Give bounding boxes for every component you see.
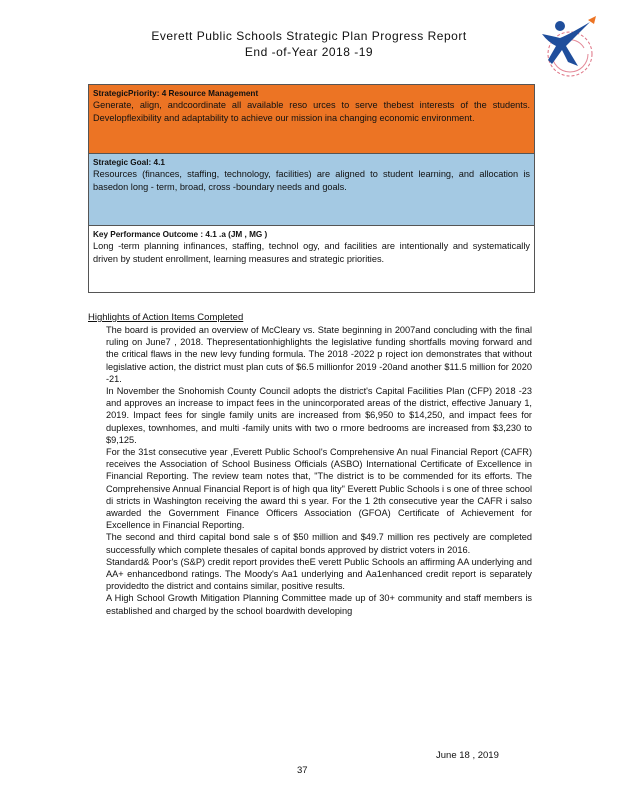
report-header <box>0 28 618 60</box>
strategic-plan-boxes <box>88 84 535 293</box>
strategic-goal-box <box>89 153 534 225</box>
strategic-priority-label: StrategicPriority: 4 Resource Management <box>93 89 259 98</box>
report-title: Everett Public Schools Strategic Plan Progress Report <box>151 29 467 43</box>
performance-outcome-text: Long -term planning infinances, staffing, technol ogy, and facilities are intentionally and systematically driven by student enrollment, learning measures and strategic priorities. <box>93 241 530 264</box>
highlights-heading: Highlights of Action Items Completed <box>88 312 244 323</box>
list-item: Standard& Poor's (S&P) credit report provides theE verett Public Schools an affirming AA underlying and AA+ enhancedbond ratings. The Moody's Aa1 underlying and Aa1enhanced credit report is separately providedto the district and contains similar, positive results. <box>106 556 532 592</box>
performance-outcome-box <box>89 225 534 292</box>
district-figure-logo-icon <box>538 14 602 80</box>
list-item: A High School Growth Mitigation Planning Committee made up of 30+ community and staff members is established and charged by the school boardwith developing <box>106 593 532 616</box>
strategic-goal-text: Resources (finances, staffing, technology, facilities) are aligned to student learning, and allocation is basedon long - term, broad, cross -boundary needs and goals. <box>93 169 530 192</box>
highlights-list <box>88 324 532 617</box>
performance-outcome-label: Key Performance Outcome : 4.1 .a (JM , MG ) <box>93 230 268 239</box>
list-item: The board is provided an overview of McCleary vs. State beginning in 2007and concluding with the final ruling on June7 , 2018. Thepresentationhighlights the legislative funding shortfalls moving forward and the critical flaws in the new levy funding formula. The 2018 -2022 p roject ion demonstrates that without legislative action, the district must plan cuts of $6.5 millionfor 2019 -20and another $11.5 million for 2020 -21. <box>106 325 532 384</box>
strategic-priority-text: Generate, align, andcoordinate all available reso urces to serve thebest interests of the students. Developflexibility and adaptability to achieve our mission ina changing economic environment. <box>93 100 530 123</box>
list-item: The second and third capital bond sale s of $50 million and $49.7 million res pectively are completed successfully which complete thesales of capital bonds approved by district voters in 2016. <box>106 532 532 555</box>
strategic-goal-label: Strategic Goal: 4.1 <box>93 158 165 167</box>
report-date: June 18 , 2019 <box>436 750 499 761</box>
list-item: For the 31st consecutive year ,Everett Public School's Comprehensive An nual Financial Report (CAFR) receives the Association of School Business Officials (ASBO) International Certificate of Excellence in Financial Reporting. The review team notes that, "The district is to be commended for its efforts. The Comprehensive Annual Financial Report is of high qua lity" Everett Public Schools i s one of three school di stricts in Washington receiving the award thi s year. For the 1 2th consecutive year the CAFR i salso awarded the Government Finance Officers Association (GFOA) Certificate of Achievement for Excellence in Financial Reporting. <box>106 447 532 531</box>
list-item: In November the Snohomish County Council adopts the district's Capital Facilities Plan (CFP) 2018 -23 and approves an increase to impact fees in the unincorporated areas of the district, effective January 1, 2019. Impact fees for single family units are increased from $6,950 to $14,250, and impact fees for duplexes, townhomes, and multi -family units with two o rmore bedrooms are increased from $3,230 to $9,125. <box>106 386 532 445</box>
strategic-priority-box <box>89 85 534 153</box>
report-subtitle: End -of-Year 2018 -19 <box>244 45 374 59</box>
page-number: 37 <box>297 765 308 776</box>
